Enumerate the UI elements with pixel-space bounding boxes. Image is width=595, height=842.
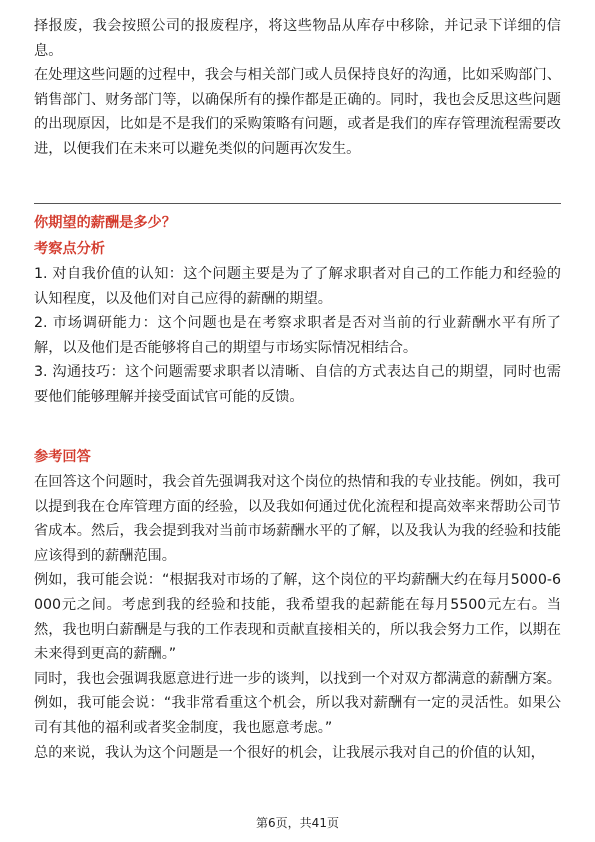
intro-paragraph-2: 在处理这些问题的过程中，我会与相关部门或人员保持良好的沟通，比如采购部门、销售部门、财务部门等，以确保所有的操作都是正确的。同时，我也会反思这些问题的出现原因，比如是不是我们的采购策略有问题，或者是我们的库存管理流程需要改进，以便我们在未来可以避免类似的问题再次发生。	[34, 67, 561, 157]
question-title: 你期望的薪酬是多少？	[34, 215, 176, 231]
answer-heading: 参考回答	[34, 449, 91, 465]
analysis-point-2: 2. 市场调研能力：这个问题也是在考察求职者是否对当前的行业薪酬水平有所了解，以及他们是否能够将自己的期望与市场实际情况相结合。	[34, 315, 561, 356]
intro-section	[34, 14, 561, 162]
page-number: 第6页，共41页	[256, 816, 339, 830]
section-divider	[34, 203, 561, 204]
analysis-point-3: 3. 沟通技巧：这个问题需要求职者以清晰、自信的方式表达自己的期望，同时也需要他们能够理解并接受面试官可能的反馈。	[34, 364, 561, 405]
analysis-point-1: 1. 对自我价值的认知：这个问题主要是为了了解求职者对自己的工作能力和经验的认知程度，以及他们对自己应得的薪酬的期望。	[34, 266, 561, 307]
answer-paragraph-4: 总的来说，我认为这个问题是一个很好的机会，让我展示我对自己的价值的认知，	[34, 744, 545, 761]
analysis-heading: 考察点分析	[34, 241, 105, 257]
intro-paragraph-1: 择报废，我会按照公司的报废程序，将这些物品从库存中移除，并记录下详细的信息。	[34, 18, 561, 59]
answer-paragraph-1: 在回答这个问题时，我会首先强调我对这个岗位的热情和我的专业技能。例如，我可以提到我在仓库管理方面的经验，以及我如何通过优化流程和提高效率来帮助公司节省成本。然后，我会提到我对当前市场薪酬水平的了解，以及我认为我的经验和技能应该得到的薪酬范围。	[34, 474, 561, 564]
answer-section	[34, 470, 561, 765]
answer-paragraph-2: 例如，我可能会说：“根据我对市场的了解，这个岗位的平均薪酬大约在每月5000-6000元之间。考虑到我的经验和技能，我希望我的起薪能在每月5500元左右。当然，我也明白薪酬是与我的工作表现和贡献直接相关的，所以我会努力工作，以期在未来得到更高的薪酬。”	[34, 572, 561, 663]
answer-paragraph-3: 同时，我也会强调我愿意进行进一步的谈判，以找到一个对双方都满意的薪酬方案。例如，我可能会说：“我非常看重这个机会，所以我对薪酬有一定的灵活性。如果公司有其他的福利或者奖金制度，我也愿意考虑。”	[34, 670, 561, 736]
analysis-points	[34, 262, 561, 410]
